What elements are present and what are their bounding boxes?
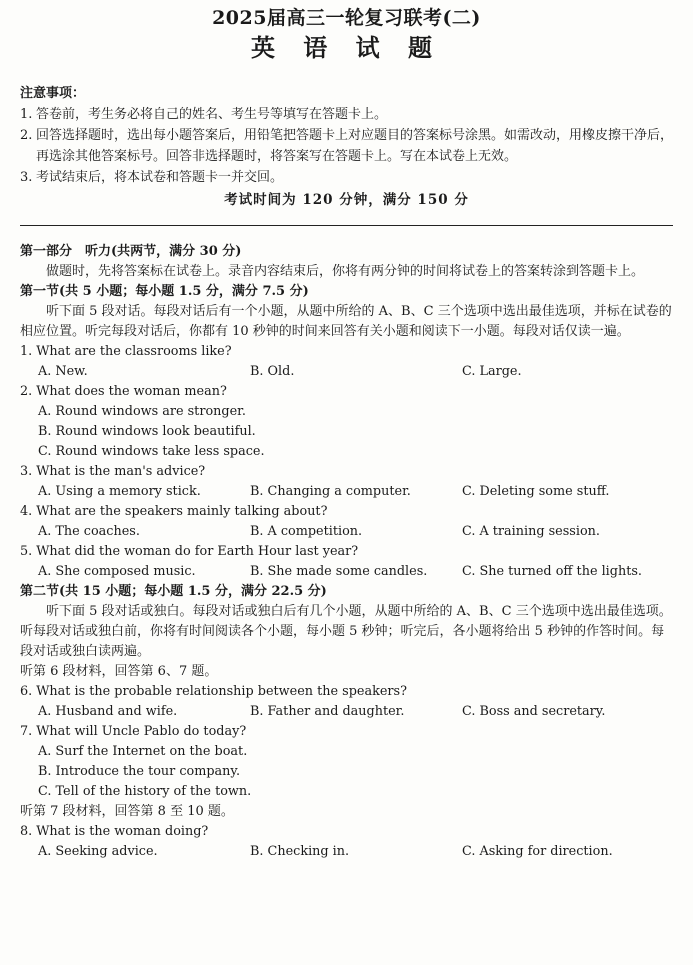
notice-item xyxy=(20,104,673,125)
option-b: B. Father and daughter. xyxy=(250,704,405,719)
material-instruction: 听第 6 段材料，回答第 6、7 题。 xyxy=(20,664,218,679)
section-instructions: 听下面 5 段对话。每段对话后有一个小题，从题中所给的 A、B、C 三个选项中选出最佳选项，并标在试卷的相应位置。听完每段对话后，你都有 10 秒钟的时间来回答有关小题和阅读下一小题。每段对话仅读一遍。 xyxy=(20,304,672,339)
question-stem: 1. What are the classrooms like? xyxy=(20,344,232,359)
option-a: A. The coaches. xyxy=(38,524,140,539)
material-instruction: 听第 7 段材料，回答第 8 至 10 题。 xyxy=(20,804,234,819)
question-stem: 6. What is the probable relationship between the speakers? xyxy=(20,684,407,699)
option-b: B. Round windows look beautiful. xyxy=(38,424,256,439)
option-a: A. Using a memory stick. xyxy=(38,484,201,499)
notice-text: 回答选择题时，选出每小题答案后，用铅笔把答题卡上对应题目的答案标号涂黑。如需改动，用橡皮擦干净后，再选涂其他答案标号。回答非选择题时，将答案写在答题卡上。写在本试卷上无效。 xyxy=(36,128,674,164)
options-row xyxy=(20,482,673,502)
question-stem: 3. What is the man's advice? xyxy=(20,464,206,479)
option-a: A. New. xyxy=(38,364,88,379)
section-heading: 第一节(共 5 小题；每小题 1.5 分，满分 7.5 分) xyxy=(20,284,309,299)
option-c: C. Tell of the history of the town. xyxy=(38,784,252,799)
notice-text: 答卷前，考生务必将自己的姓名、考生号等填写在答题卡上。 xyxy=(36,107,388,122)
notice-number: 1. xyxy=(20,107,33,122)
part-heading: 第一部分 听力(共两节，满分 30 分) xyxy=(20,244,242,259)
option-c: C. Asking for direction. xyxy=(462,844,613,859)
notice-item xyxy=(20,167,673,188)
options-row xyxy=(20,562,673,582)
subject-title: 英 语 试 题 xyxy=(250,33,443,62)
option-c: C. Boss and secretary. xyxy=(462,704,606,719)
option-a: A. Seeking advice. xyxy=(38,844,158,859)
notice-number: 2. xyxy=(20,128,33,143)
notice-text: 考试结束后，将本试卷和答题卡一并交回。 xyxy=(36,170,284,185)
option-c: C. Large. xyxy=(462,364,522,379)
option-c: C. Deleting some stuff. xyxy=(462,484,610,499)
option-b: B. A competition. xyxy=(250,524,363,539)
option-c: C. Round windows take less space. xyxy=(38,444,265,459)
option-b: B. Changing a computer. xyxy=(250,484,411,499)
question-stem: 2. What does the woman mean? xyxy=(20,384,227,399)
notice-heading: 注意事项： xyxy=(20,86,86,101)
options-row xyxy=(20,362,673,382)
option-b: B. She made some candles. xyxy=(250,564,428,579)
section-instructions: 听下面 5 段对话或独白。每段对话或独白后有几个小题，从题中所给的 A、B、C 三个选项中选出最佳选项。听每段对话或独白前，你将有时间阅读各个小题，每小题 5 秒钟；听完后，各小题将给出 5 秒钟的作答时间。每段对话或独白读两遍。 xyxy=(20,604,672,659)
option-c: C. A training session. xyxy=(462,524,600,539)
question-stem: 4. What are the speakers mainly talking about? xyxy=(20,504,328,519)
exam-time-info: 考试时间为 120 分钟，满分 150 分 xyxy=(224,192,469,208)
option-a: A. She composed music. xyxy=(38,564,196,579)
part-intro: 做题时，先将答案标在试卷上。录音内容结束后，你将有两分钟的时间将试卷上的答案转涂到答题卡上。 xyxy=(46,264,645,279)
option-b: B. Checking in. xyxy=(250,844,350,859)
section-heading: 第二节(共 15 小题；每小题 1.5 分，满分 22.5 分) xyxy=(20,584,327,599)
option-b: B. Old. xyxy=(250,364,295,379)
question-stem: 5. What did the woman do for Earth Hour last year? xyxy=(20,544,359,559)
option-a: A. Surf the Internet on the boat. xyxy=(38,744,248,759)
options-row xyxy=(20,702,673,722)
exam-title: 2025届高三一轮复习联考(二) xyxy=(212,7,481,29)
options-row xyxy=(20,522,673,542)
notice-item xyxy=(20,125,673,167)
question-stem: 7. What will Uncle Pablo do today? xyxy=(20,724,247,739)
option-b: B. Introduce the tour company. xyxy=(38,764,241,779)
option-a: A. Round windows are stronger. xyxy=(38,404,246,419)
option-c: C. She turned off the lights. xyxy=(462,564,642,579)
question-stem: 8. What is the woman doing? xyxy=(20,824,209,839)
options-row xyxy=(20,842,673,862)
divider xyxy=(20,225,673,226)
option-a: A. Husband and wife. xyxy=(38,704,178,719)
notice-number: 3. xyxy=(20,170,33,185)
